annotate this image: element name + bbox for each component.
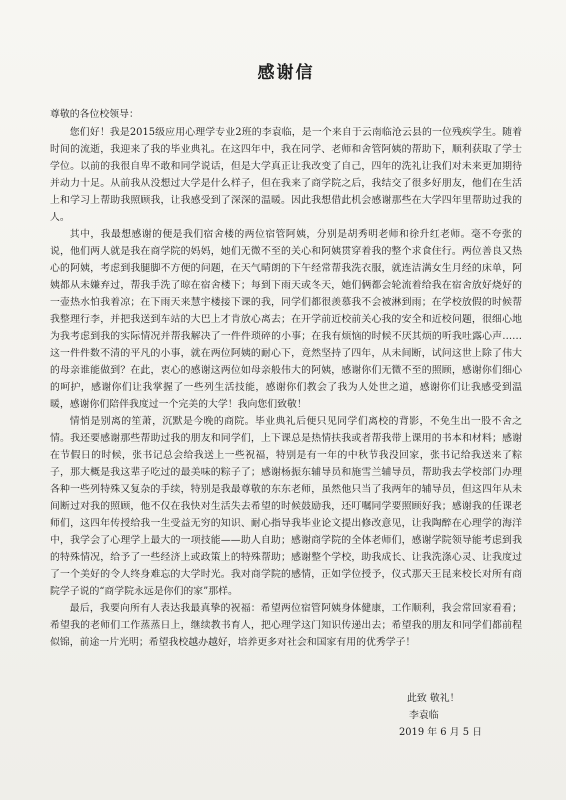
letter-title: 感谢信: [257, 63, 315, 83]
letter-date: 2019 年 6 月 5 日: [398, 727, 482, 738]
paragraph-teachers-friends: 情悄是别离的笙萧，沉默是今晚的商院。毕业典礼后便只见同学们离校的背影，不免生出一股不舍之情。我还要感谢那些帮助过我的朋友和同学们，上下课总是热情扶我或者帮我带上课用的书本和材料；感谢在节假日的时候，张书记总会给我送上一些祝福，特别是有一年的中秋节我没回家，张书记给我送来了粽子，那大概是我这辈子吃过的最美味的粽子了；感谢杨振东辅导员和施雪兰辅导员，帮助我去学校部门办理各种一些列特殊又复杂的手续，特别是我最尊敬的东东老师，虽然他只当了我两年的辅导员，但这四年从未间断过对我的照顾，他不仅在我快对生活失去希望的时候鼓励我，还叮嘱同学要照顾好我；感谢我的任课老师们，这四年传授给我一生受益无穷的知识、耐心指导我毕业论文提出修改意见，让我陶醉在心理学的海洋中，我学会了心理学上最大的一项技能——助人自助；感谢商学院的全体老师们，感谢学院领导能考虑到我的特殊情况，给予了一些经济上或政策上的特殊帮助；感谢整个学校，助我成长、让我洗涤心灵、让我度过了一个美好的令人终身难忘的大学时光。我对商学院的感情，正如学位授予，仪式那天王昆来校长对所有商院学子说的“商学院永远是你们的家”那样。: [50, 416, 522, 597]
paragraph-dorm-aunts: 其中，我最想感谢的便是我们宿舍楼的两位宿管阿姨，分别是胡秀明老师和徐升红老师。毫不夸张的说，他们两人就是我在商学院的妈妈，她们无微不至的关心和阿姨贯穿着我的整个求食住行。两位善良又热心的阿姨，考虑到我腿脚不方便的问题，在天气晴朗的下午经常帮我洗衣服，就连洁满女生月经的床单，阿姨都从未嫌弃过，帮我手洗了晾在宿舍楼下；每到下雨天或冬天，她们俩都会轮流着给我在宿舍放好烧好的一壶热水怕我着凉；在下雨天来慧宇楼接下课的我，同学们都很羡慕我不会被淋到雨；在学校放假的时候帮我整理行李，并把我送到车站的大巴上才肯放心离去；在开学前近校前关心我的安全和近校问题，很细心地为我考虑到我的实际情况并帮我解决了一件件琐碎的小事；在我有烦恼的时候不厌其烦的听我吐露心声……这一件件数不清的平凡的小事，就在两位阿姨的耐心下，竟然坚持了四年，从未间断，试问这世上除了伟大的母亲谁能做到？在此，衷心的感谢这两位如母亲般伟大的阿姨，感谢你们无微不至的照顾，感谢你们细心的呵护，感谢你们让我掌握了一些列生活技能，感谢你们教会了我为人处世之道，感谢你们让我感受到温暖，感谢你们陪伴我度过一个完美的大学！我向您们致敬！: [50, 229, 522, 410]
paragraph-wishes: 最后，我要向所有人表达我最真挚的祝福：希望两位宿管阿姨身体健康，工作顺利，我会常回家看看；希望我的老师们工作蒸蒸日上，继续教书育人，把心理学这门知识传递出去；希望我的朋友和同学们都前程似锦，前途一片光明；希望我校越办越好，培养更多对社会和国家有用的优秀学子！: [50, 603, 522, 648]
paragraph-intro: 您们好！我是2015级应用心理学专业2班的李袁临，是一个来自于云南临沧云县的一位残疾学生。随着时间的流逝，我迎来了我的毕业典礼。在这四年中，我在同学、老师和舍管阿姨的帮助下，顺利获取了学士学位。以前的我很自卑不敢和同学说话，但是大学真正让我改变了自己，四年的洗礼让我们对未来更加期待并动力十足。从前我从没想过大学是什么样子，但在我来了商学院之后，我结交了很多好朋友，他们在生活上和学习上帮助我照顾我，让我感受到了深深的温暖。因此我想借此机会感谢那些在大学四年里帮助过我的人。: [50, 127, 522, 223]
closing-block: [399, 690, 482, 741]
signature: 李袁临: [408, 710, 439, 721]
salutation: 尊敬的各位校领导：: [50, 109, 139, 120]
closing-regards: 此致 敬礼！: [406, 693, 460, 704]
